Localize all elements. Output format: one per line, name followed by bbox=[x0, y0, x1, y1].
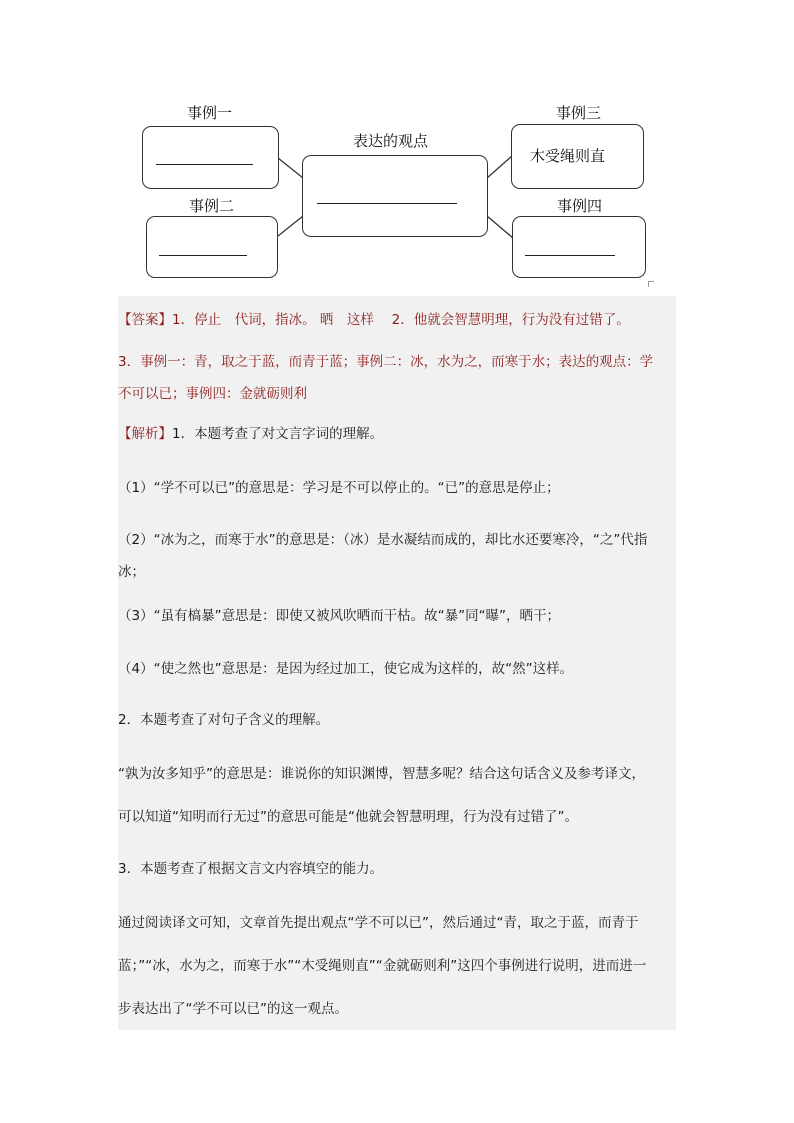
example1-label: 事例一 bbox=[187, 104, 233, 122]
example3-label: 事例三 bbox=[556, 104, 602, 122]
example4-label: 事例四 bbox=[557, 197, 603, 215]
corner-mark bbox=[648, 281, 654, 287]
q1-item-1: （1）“学不可以已”的意思是：学习是不可以停止的。“已”的意思是停止； bbox=[118, 480, 560, 496]
center-box bbox=[302, 155, 488, 237]
analysis-tag: 【解析】 bbox=[118, 426, 172, 442]
example1-box bbox=[142, 126, 279, 189]
answer-line-1 bbox=[118, 310, 630, 330]
answer-section bbox=[118, 296, 676, 1030]
q3-text-a: 通过阅读译文可知，文章首先提出观点“学不可以已”，然后通过“青，取之于蓝，而青于 bbox=[118, 915, 639, 931]
center-label: 表达的观点 bbox=[353, 132, 429, 150]
q2-text-a: “孰为汝多知乎”的意思是：谁说你的知识渊博，智慧多呢？结合这句话含义及参考译文， bbox=[118, 766, 645, 782]
answer-line-2: 3．事例一：青，取之于蓝，而青于蓝；事例二：冰，水为之，而寒于水；表达的观点：学 bbox=[118, 354, 654, 370]
connector-example3 bbox=[487, 156, 512, 178]
concept-diagram bbox=[0, 0, 794, 295]
q3-heading: 3．本题考查了根据文言文内容填空的能力。 bbox=[118, 861, 384, 877]
example2-blank bbox=[159, 255, 247, 256]
connector-example4 bbox=[487, 216, 513, 238]
q1-item-2a: （2）“冰为之，而寒于水”的意思是：（冰）是水凝结而成的，却比水还要寒冷，“之”代指 bbox=[118, 532, 648, 548]
answer-text-1: 1．停止 代词，指冰。 晒 这样 2．他就会智慧明理，行为没有过错了。 bbox=[172, 312, 630, 328]
example4-box bbox=[512, 216, 646, 278]
q3-text-b: 蓝；”“冰，水为之，而寒于水”“木受绳则直”“金就砺则利”这四个事例进行说明，进而进一 bbox=[118, 958, 647, 974]
answer-line-3: 不可以已；事例四：金就砺则利 bbox=[118, 386, 307, 402]
answer-tag: 【答案】 bbox=[118, 312, 172, 328]
center-blank bbox=[317, 203, 457, 204]
example2-box bbox=[146, 216, 278, 278]
analysis-line-1 bbox=[118, 424, 383, 444]
connector-example1 bbox=[278, 158, 303, 178]
q1-item-4: （4）“使之然也”意思是：是因为经过加工，使它成为这样的，故“然”这样。 bbox=[118, 661, 574, 677]
q3-text-c: 步表达出了“学不可以已”的这一观点。 bbox=[118, 1001, 348, 1017]
example3-box bbox=[511, 124, 644, 189]
q2-heading: 2．本题考查了对句子含义的理解。 bbox=[118, 712, 330, 728]
analysis-text-1: 1．本题考查了对文言字词的理解。 bbox=[172, 426, 384, 442]
q1-item-2b: 冰； bbox=[118, 564, 145, 580]
q1-item-3: （3）“虽有槁暴”意思是：即使又被风吹晒而干枯。故“暴”同“曝”，晒干； bbox=[118, 608, 561, 624]
example2-label: 事例二 bbox=[189, 197, 235, 215]
connector-example2 bbox=[278, 216, 303, 236]
example4-blank bbox=[525, 255, 615, 256]
q2-text-b: 可以知道“知明而行无过”的意思可能是“他就会智慧明理，行为没有过错了”。 bbox=[118, 809, 578, 825]
example1-blank bbox=[156, 164, 253, 165]
example3-text: 木受绳则直 bbox=[530, 147, 606, 165]
